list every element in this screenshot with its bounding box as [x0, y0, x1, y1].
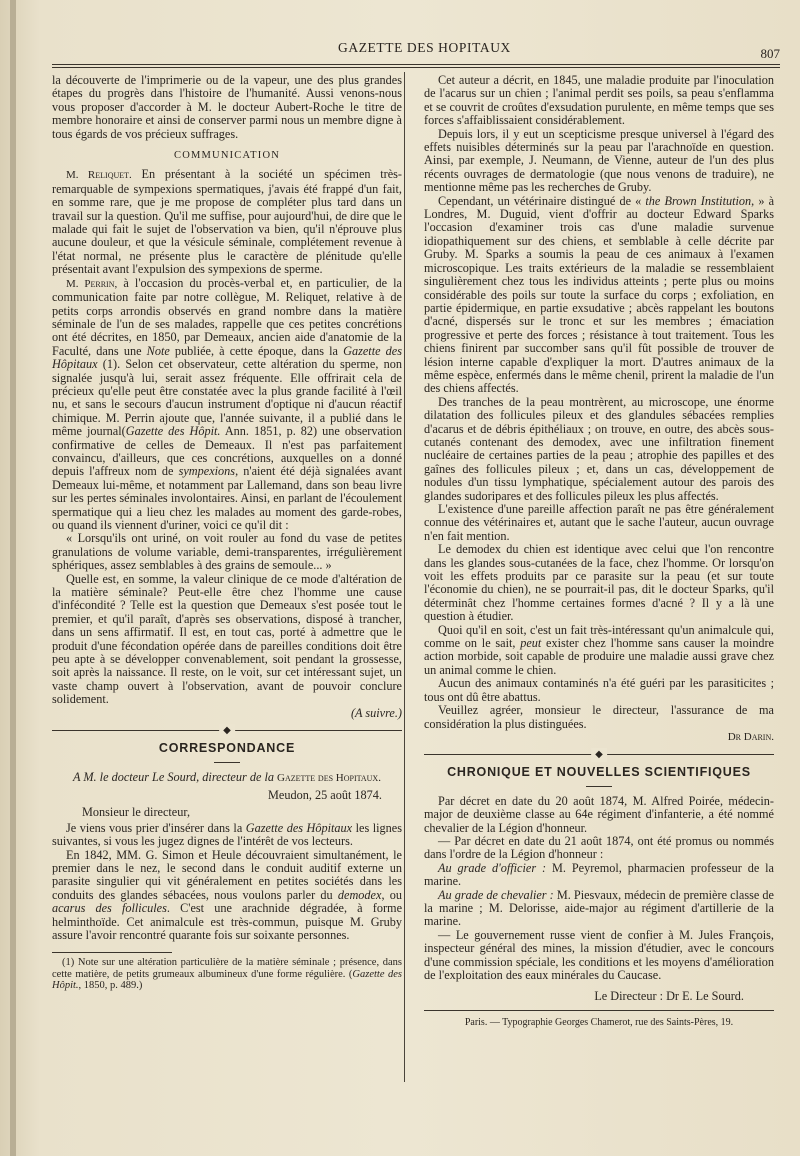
quotation: « Lorsqu'ils ont uriné, on voit rouler au fond du vase de petites granulations de volume variable, demi-transparentes, irrégulièrement sphériques, assez semblables à des grains de semoule... »: [52, 531, 402, 573]
speaker-name: M. Reliquet.: [66, 169, 132, 182]
letter-salutation: Monsieur le directeur,: [82, 805, 191, 820]
letter-place-date: Meudon, 25 août 1874.: [268, 787, 382, 802]
paragraph: la découverte de l'imprimerie ou de la vapeur, une des plus grandes étapes du progrès dans l'histoire de l'humanité. Aussi venons-nous vous proposer d'accorder à M. le docteur Aubert-Roche le titre de membre honoraire et ainsi de conserver parmi nous un membre digne à tous égards de vos précieux suffrages.: [52, 73, 402, 141]
letter-signature: Dr Darin.: [727, 730, 774, 743]
section-heading-communication: COMMUNICATION: [173, 150, 281, 162]
right-column: [424, 74, 774, 1029]
letter-paragraph: Aucun des animaux contaminés n'a été guéri par les parasiticites ; tous ont dû être abattus.: [424, 676, 774, 704]
printer-imprint: Paris. — Typographie Georges Chamerot, rue des Saints-Pères, 19.: [464, 1016, 734, 1028]
editor-line: Le Directeur : Dr E. Le Sourd.: [594, 989, 744, 1004]
letter-addressee: A M. le docteur Le Sourd, directeur de la Gazette des Hopitaux.: [73, 769, 381, 784]
news-item: Au grade de chevalier : M. Piesvaux, médecin de première classe de la marine ; M. Delorisse, aide-major au régiment d'artillerie de la marine.: [424, 887, 774, 929]
letter-paragraph: En 1842, MM. G. Simon et Heule découvraient simultanément, le premier dans le nez, le second dans le conduit auditif externe un parasite singulier qui vit généralement en petites sociétés dans les conduits des glandes sébacées, nous voulons parler du demodex, ou acarus des follicules. C'est une arachnide dégradée, à forme helminthoïde. Cet animalcule est très-commun, puisque M. Gruby assure l'avoir rencontré quarante fois sur soixante personnes.: [52, 847, 403, 942]
header-double-rule: [52, 64, 780, 68]
letter-paragraph: L'existence d'une pareille affection paraît ne pas être généralement connue des vétérinaires et, autant que le sache l'auteur, aucun ouvrage n'en fait mention.: [424, 502, 774, 543]
page-binding-edge: [10, 0, 16, 1156]
letter-paragraph: Cet auteur a décrit, en 1845, une maladie produite par l'inoculation de l'acarus sur un chien ; l'animal perdit ses poils, sa peau s'enflamma et se couvrit de croûtes d'exsudation purulente, en même temps que ses forces s'affaiblissaient considérablement.: [424, 73, 774, 128]
paragraph-perrin: M. Perrin, à l'occasion du procès-verbal et, en particulier, de la communication faite par notre collègue, M. Reliquet, relative à de petits corps arrondis observés en grand nombre dans la matière séminale de l'un de ses malades, rappelle que ces petites concrétions ont été décrites, en 1850, par Demeaux, ancien aide d'anatomie de la Faculté, dans une Note publiée, à cette époque, dans la Gazette des Hôpitaux (1). Selon cet observateur, cette altération du sperme, non signalée jusqu'à lui, serait assez fréquente. Elle offrirait cela de précieux qu'elle peut être constatée avec la plus grande facilité à l'œil nu, et sans le secours d'aucun instrument d'optique ni d'aucun réactif chimique. M. Perrin ajoute que, l'année suivante, il a publié dans le même journal(Gazette des Hôpit. Ann. 1851, p. 82) une observation confirmative de celles de Demeaux. Il n'est pas parfaitement convaincu, d'ailleurs, que ces concrétions, auxquelles on a donné depuis l'affreux nom de sympexions, n'aient été déjà signalées avant Demeaux lui-même, et notamment par Lallemand, dans son beau livre sur les pertes séminales involontaires. Ainsi, en parlant de l'écoulement spermatique qui a lieu chez les malades au moment des garde-robes, ou quand ils viennent d'uriner, voici ce qu'il dit :: [52, 275, 403, 532]
letter-paragraph: Des tranches de la peau montrèrent, au microscope, une énorme dilatation des follicules pileux et des glandules sébacées remplies d'acarus et de débris épithéliaux ; on trouve, en outre, des abcès sous-cutanés contenant des demodex, avec une infiltration finement nucléaire de certaines parties de la peau ; atrophie des papilles et des gaînes des follicules pileux ; et, dans un cas, développement de nodules d'un tissu lymphatique, spécialement autour des parois des glandes sudoripares et des follicules pileux les plus affectés.: [424, 394, 774, 503]
letter-paragraph: Je viens vous prier d'insérer dans la Gazette des Hôpitaux les lignes suivantes, si vous les jugez dignes de l'intérêt de vos lecteurs.: [52, 820, 402, 849]
letter-paragraph: Depuis lors, il y eut un scepticisme presque universel à l'égard des effets nuisibles déterminés sur la peau par l'arachnoïde en question. Ainsi, par exemple, J. Neumann, de Vienne, auteur de l'un des plus récents ouvrages de dermatologie (que nous venons de traduire), ne mentionne même pas les recherches de Gruby.: [424, 126, 774, 195]
ornament-rule: [52, 726, 402, 736]
short-rule: [586, 786, 612, 787]
footnote-rule: [52, 952, 172, 953]
printer-rule: [424, 1010, 774, 1011]
diamond-ornament-icon: ◆: [591, 748, 607, 761]
section-heading-correspondance: CORRESPONDANCE: [158, 741, 296, 756]
column-divider: [404, 72, 405, 1082]
paragraph-reliquet: M. Reliquet. En présentant à la société un spécimen très-remarquable de sympexions spermatiques, j'avais été frappé d'un fait, en somme rare, que je me propose de compléter plus tard dans un travail sur la question. Qu'il me suffise, pour aujourd'hui, de dire que le malade qui fait le sujet de l'observation va bien, qu'il n'éprouve plus aucune douleur, et que la vésicule séminale, complétement revenue à l'état normal, ne présente plus le caractère de plénitude qu'elle présentait avant l'expulsion des sympexions de sperme.: [52, 167, 403, 277]
running-head: [48, 38, 786, 62]
ornament-rule: [424, 750, 774, 760]
news-item: Au grade d'officier : M. Peyremol, pharmacien professeur de la marine.: [424, 860, 774, 889]
footnote: (1) Note sur une altération particulière de la matière séminale ; présence, dans cette matière, de petits grumeaux albumineux d'une forme régulière. (Gazette des Hôpit., 1850, p. 489.): [52, 957, 402, 992]
letter-paragraph: Quoi qu'il en soit, c'est un fait très-intéressant qu'un animalcule qui, comme on le sait, peut exister chez l'homme sans causer la moindre action morbide, soit capable de produire une maladie aussi grave chez un animal comme le chien.: [424, 622, 774, 677]
page-number: 807: [760, 46, 780, 61]
speaker-name: M. Perrin,: [66, 277, 118, 290]
short-rule: [214, 762, 240, 763]
section-heading-chronique: CHRONIQUE ET NOUVELLES SCIENTIFIQUES: [447, 765, 751, 780]
news-item: — Le gouvernement russe vient de confier à M. Jules François, inspecteur général des mines, la mission d'étudier, avec le concours d'une commission spéciale, les conditions et les moyens d'amélioration de l'exploitation des eaux minérales du Caucase.: [424, 927, 774, 982]
letter-paragraph: Le demodex du chien est identique avec celui que l'on rencontre dans les glandes sous-cutanées de la face, chez l'homme. Or lorsqu'on voit les effets produits par ce parasite sur la peau (et sur toute l'économie du chien), ne se pourrait-il pas, dit le docteur Sparks, qu'il déterminât chez l'homme certaines formes d'acné ? Il y a là une question à étudier.: [424, 542, 774, 624]
news-item: Par décret en date du 20 août 1874, M. Alfred Poirée, médecin-major de deuxième classe au 64e régiment d'infanterie, a été nommé chevalier de la Légion d'honneur.: [424, 793, 774, 835]
paragraph: Quelle est, en somme, la valeur clinique de ce mode d'altération de la matière séminale? Peut-elle être chez l'homme une cause d'infécondité ? Telle est la question que Demeaux s'est posée tout le premier, et qu'il paraît, d'après ses observations, disposé à trancher, dans un sens affirmatif. Il est, en tout cas, porté à admettre que le produit d'une fécondation opérée dans de pareilles conditions doit être peu apte à se développer convenablement, soit pendant la grossesse, soit après la naissance. Il reste, on le voit, sur cet intéressant sujet, un vaste champ ouvert à l'observation, avant de pouvoir conclure solidement.: [52, 571, 402, 707]
diamond-ornament-icon: ◆: [219, 724, 235, 737]
news-item: — Par décret en date du 21 août 1874, ont été promus ou nommés dans l'ordre de la Légion d'honneur :: [424, 833, 774, 862]
left-column: [52, 74, 402, 992]
to-be-continued: (A suivre.): [350, 705, 402, 720]
letter-paragraph: Cependant, un vétérinaire distingué de « the Brown Institution, » à Londres, M. Duguid, vient d'offrir au docteur Edward Sparks l'occasion d'examiner trois cas d'une maladie survenue idiopathiquement sur des chiens, et semblable à celle décrite par Gruby. M. Sparks a soumis la peau de ces animaux à l'examen microscopique. Les traits extérieurs de la maladie se ressemblaient singulièrement chez tous les individus atteints ; perte plus ou moins considérable des poils sur toute la surface du corps ; exfoliation, en partie épidermique, en partie exsudative ; abcès rappelant les boutons d'acné, dispersés sur le tronc et sur les membres ; émaciation progressive et perte des forces ; résistance à tout traitement. Tous les chiens finirent par succomber sans qu'il fût possible de trouver de lésion interne capable d'expliquer la mort. D'autres animaux de la même espèce, enfermés dans le même chenil, prirent la maladie de l'un des chiens affectés.: [424, 193, 775, 396]
letter-closing: Veuillez agréer, monsieur le directeur, l'assurance de ma considération la plus distinguées.: [424, 703, 774, 731]
journal-title: GAZETTE DES HOPITAUX: [338, 40, 511, 55]
